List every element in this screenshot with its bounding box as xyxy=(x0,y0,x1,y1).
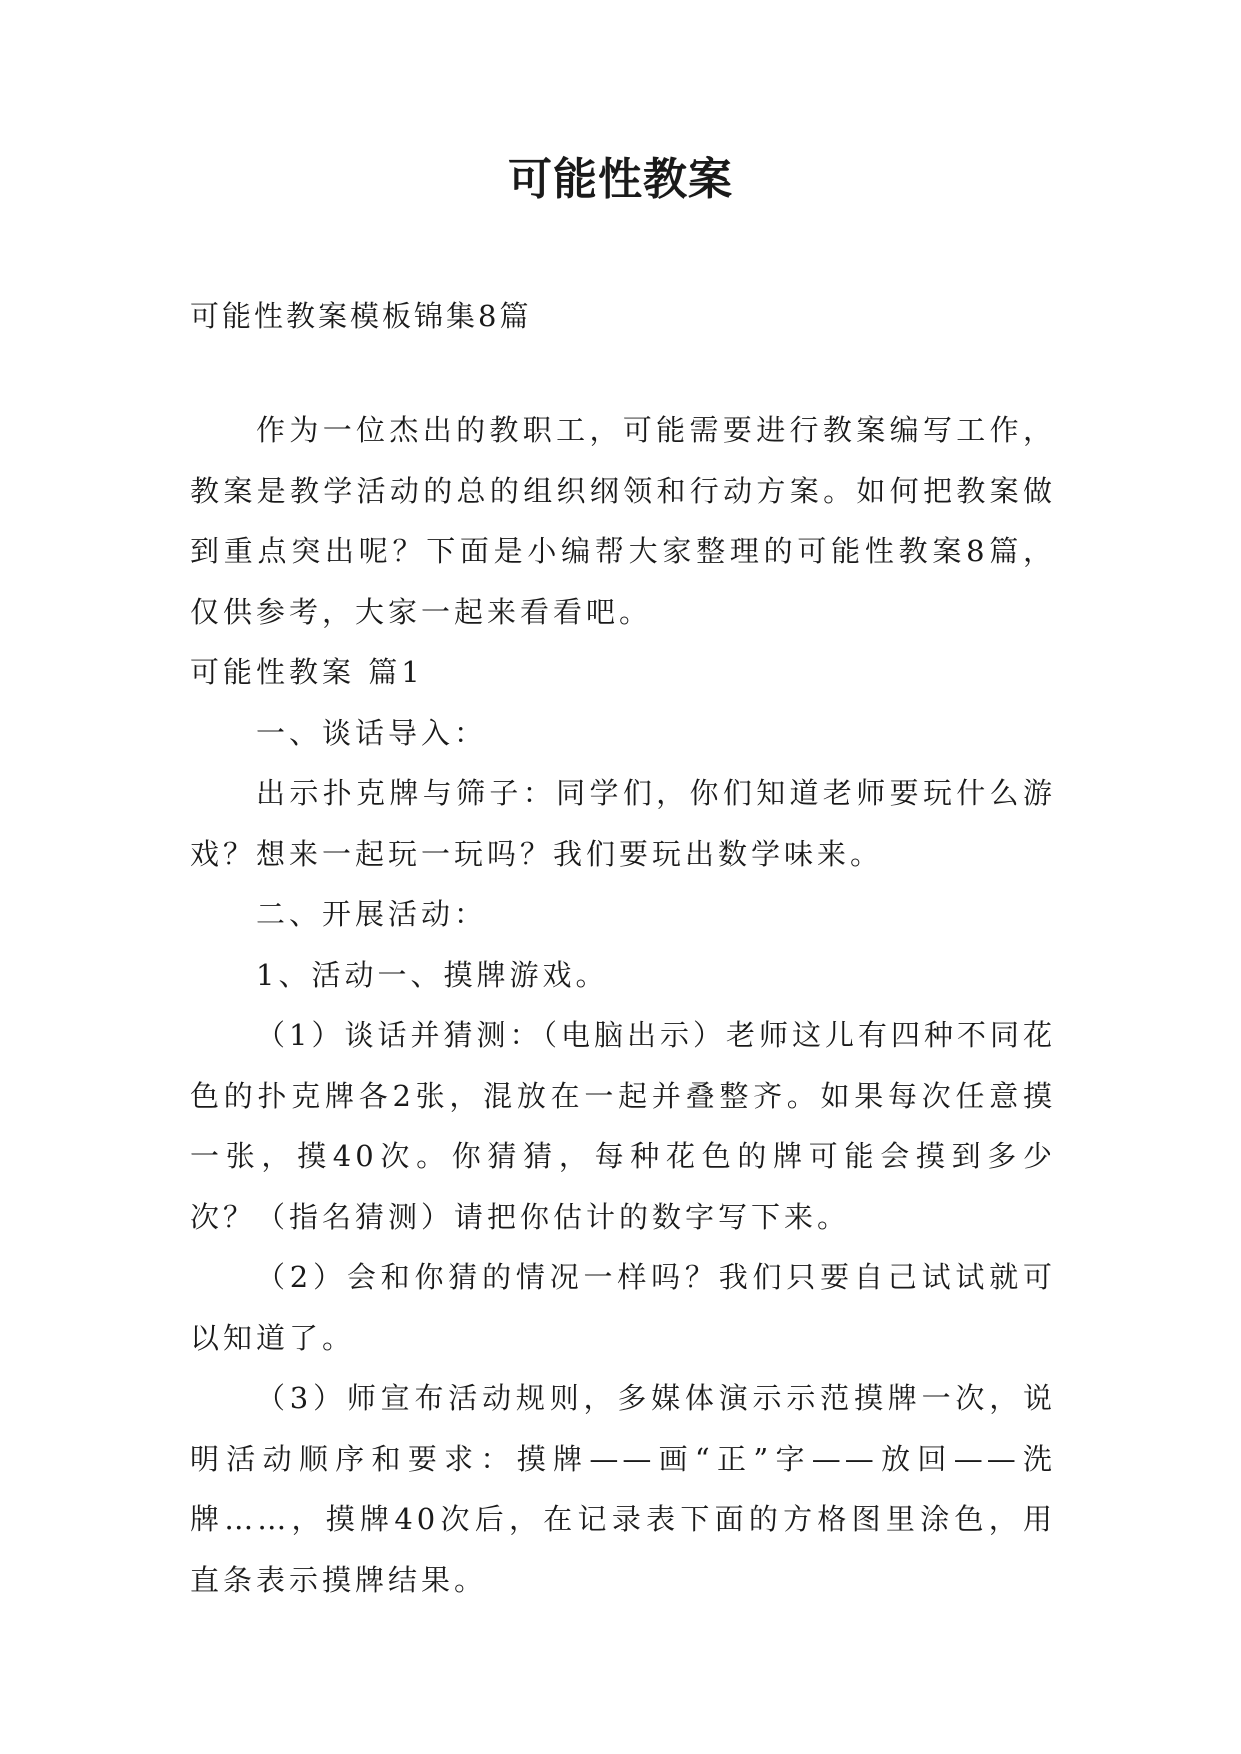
body-paragraph: （2）会和你猜的情况一样吗？我们只要自己试试就可以知道了。 xyxy=(190,1260,1056,1355)
body-paragraph: 1、活动一、摸牌游戏。 xyxy=(256,957,609,992)
body-paragraph: （1）谈话并猜测：（电脑出示）老师这儿有四种不同花色的扑克牌各2张，混放在一起并叠整齐。如果每次任意摸一张，摸40次。你猜猜，每种花色的牌可能会摸到多少次？（指名猜测）请把你估计的数字写下来。 xyxy=(190,1018,1056,1234)
body-paragraph: （3）师宣布活动规则，多媒体演示示范摸牌一次，说明活动顺序和要求：摸牌——画“正”字——放回——洗牌……，摸牌40次后，在记录表下面的方格图里涂色，用直条表示摸牌结果。 xyxy=(190,1381,1056,1597)
body-paragraph: 出示扑克牌与筛子：同学们，你们知道老师要玩什么游戏？想来一起玩一玩吗？我们要玩出数学味来。 xyxy=(190,776,1056,871)
document-title: 可能性教案 xyxy=(508,154,733,205)
intro-paragraph: 作为一位杰出的教职工，可能需要进行教案编写工作，教案是教学活动的总的组织纲领和行动方案。如何把教案做到重点突出呢？下面是小编帮大家整理的可能性教案8篇，仅供参考，大家一起来看看吧。 xyxy=(190,413,1056,629)
body-paragraph: 一、谈话导入： xyxy=(256,715,488,750)
section-heading: 可能性教案 篇1 xyxy=(190,655,424,689)
body-paragraph: 二、开展活动： xyxy=(256,897,488,931)
document-body xyxy=(190,400,1056,1610)
document-subtitle: 可能性教案模板锦集8篇 xyxy=(190,299,532,333)
